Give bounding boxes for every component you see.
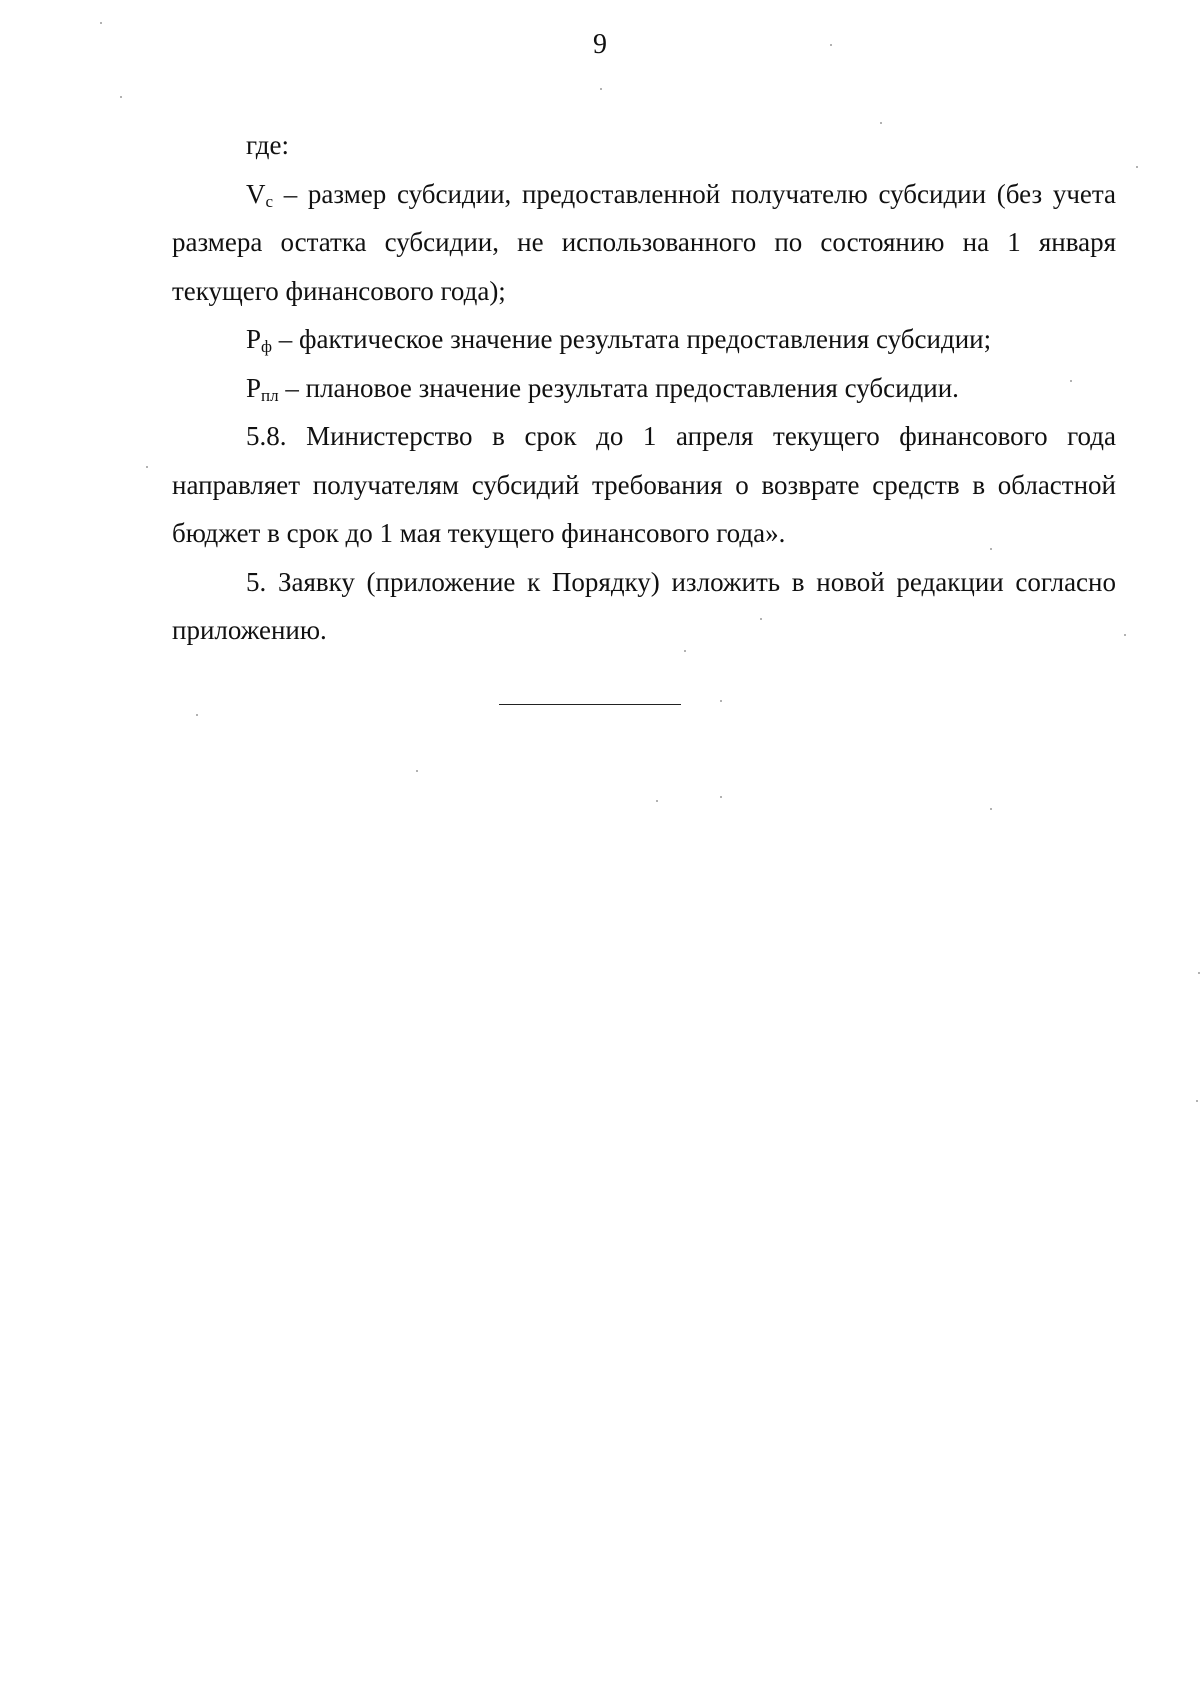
scan-speck (196, 714, 198, 716)
scan-speck (600, 88, 602, 90)
scan-speck (720, 700, 722, 702)
scan-speck (100, 22, 102, 24)
where-label: где: (246, 130, 289, 160)
ppl-symbol: Р (246, 372, 262, 403)
paragraph-5-8: 5.8. Министерство в срок до 1 апреля текущего финансового года направляет получателям субсидий требования о возврате средств в областной бюджет в срок до 1 мая текущего финансового года». (172, 421, 1116, 548)
vc-subscript: с (265, 191, 274, 211)
scan-speck (1136, 166, 1138, 168)
scan-speck (656, 800, 658, 802)
scan-speck (830, 44, 832, 46)
scan-speck (990, 548, 992, 550)
pf-subscript: ф (261, 337, 273, 356)
scan-speck (760, 618, 762, 620)
page-number: 9 (593, 29, 607, 60)
pf-symbol: Р (246, 324, 262, 354)
closing-rule (499, 704, 681, 705)
vc-definition-text: – размер субсидии, предоставленной получателю субсидии (без учета размера остатка субсидии, не использованного по состоянию на 1 января текущего финансового года); (172, 178, 1116, 306)
ppl-subscript: пл (261, 385, 279, 405)
vc-symbol: V (246, 178, 266, 209)
paragraph-5: 5. Заявку (приложение к Порядку) изложить в новой редакции согласно приложению. (172, 566, 1116, 645)
scan-speck (720, 796, 722, 798)
scan-speck (146, 466, 148, 468)
scan-speck (990, 808, 992, 810)
scan-speck (1070, 380, 1072, 382)
document-body (172, 121, 1116, 655)
definition-vc (172, 170, 1116, 316)
ppl-definition-text: – плановое значение результата предоставления субсидии. (278, 372, 959, 403)
scan-speck (120, 96, 122, 98)
scan-speck (880, 122, 882, 124)
scan-speck (684, 650, 686, 652)
definition-ppl (172, 364, 1116, 413)
scan-speck (1196, 1100, 1198, 1102)
scan-speck (416, 770, 418, 772)
definition-pf (172, 315, 1116, 364)
scan-speck (1124, 634, 1126, 636)
pf-definition-text: – фактическое значение результата предоставления субсидии; (272, 324, 992, 354)
